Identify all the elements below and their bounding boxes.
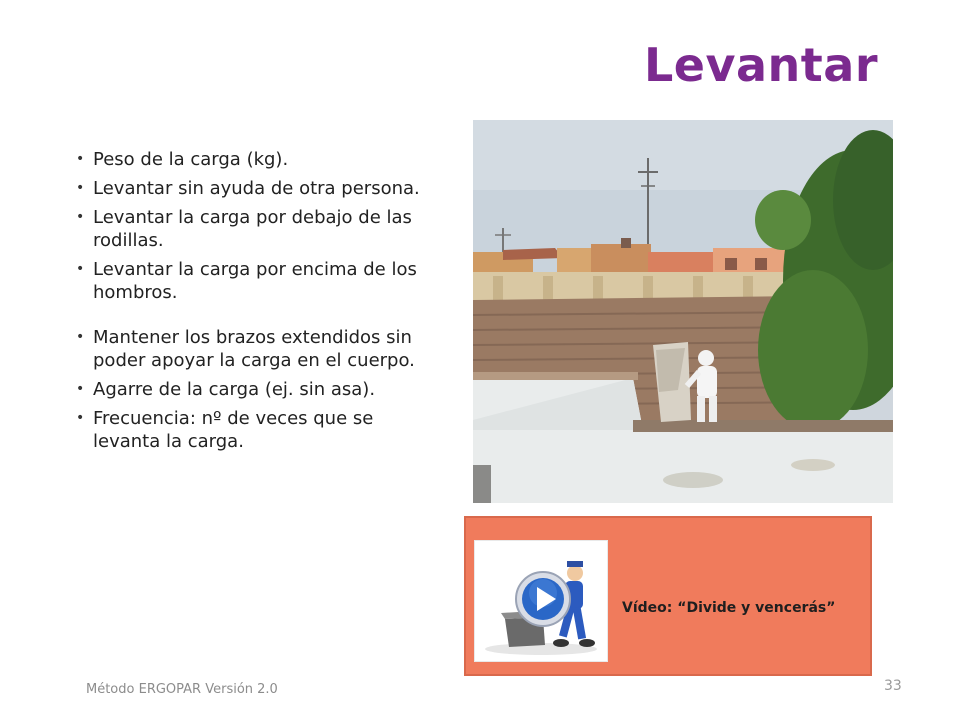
bullet-text: Levantar la carga por encima de los hombros.	[93, 259, 417, 303]
bullet-text: Agarre de la carga (ej. sin asa).	[93, 379, 376, 400]
bullet-dot: •	[76, 329, 85, 345]
bullet-text: Levantar la carga por debajo de las rodillas.	[93, 207, 412, 251]
bullet-text: Levantar sin ayuda de otra persona.	[93, 178, 420, 199]
rooftop-scene-illustration	[473, 120, 893, 503]
bullet-item	[76, 378, 436, 401]
bullet-item	[76, 407, 436, 453]
video-link-box[interactable]	[464, 516, 872, 676]
bullet-text: Mantener los brazos extendidos sin poder apoyar la carga en el cuerpo.	[93, 327, 415, 371]
bullet-text: Frecuencia: nº de veces que se levanta la carga.	[93, 408, 374, 452]
bullet-item	[76, 258, 436, 304]
bullet-item	[76, 326, 436, 372]
bullet-text: Peso de la carga (kg).	[93, 149, 289, 170]
bullet-dot: •	[76, 410, 85, 426]
bullet-dot: •	[76, 180, 85, 196]
video-label[interactable]: Vídeo: “Divide y vencerás”	[622, 600, 836, 616]
play-icon[interactable]	[513, 569, 573, 629]
page-number: 33	[884, 678, 902, 694]
bullet-dot: •	[76, 261, 85, 277]
bullet-item	[76, 177, 436, 200]
slide-title: Levantar	[644, 38, 878, 92]
video-thumbnail[interactable]	[474, 540, 608, 662]
rooftop-worker-photo	[473, 120, 893, 503]
footer-text: Método ERGOPAR Versión 2.0	[86, 682, 278, 697]
bullet-item	[76, 206, 436, 252]
bullet-item	[76, 148, 436, 171]
bullet-dot: •	[76, 209, 85, 225]
bullet-dot: •	[76, 381, 85, 397]
bullet-list	[76, 148, 436, 459]
bullet-dot: •	[76, 151, 85, 167]
